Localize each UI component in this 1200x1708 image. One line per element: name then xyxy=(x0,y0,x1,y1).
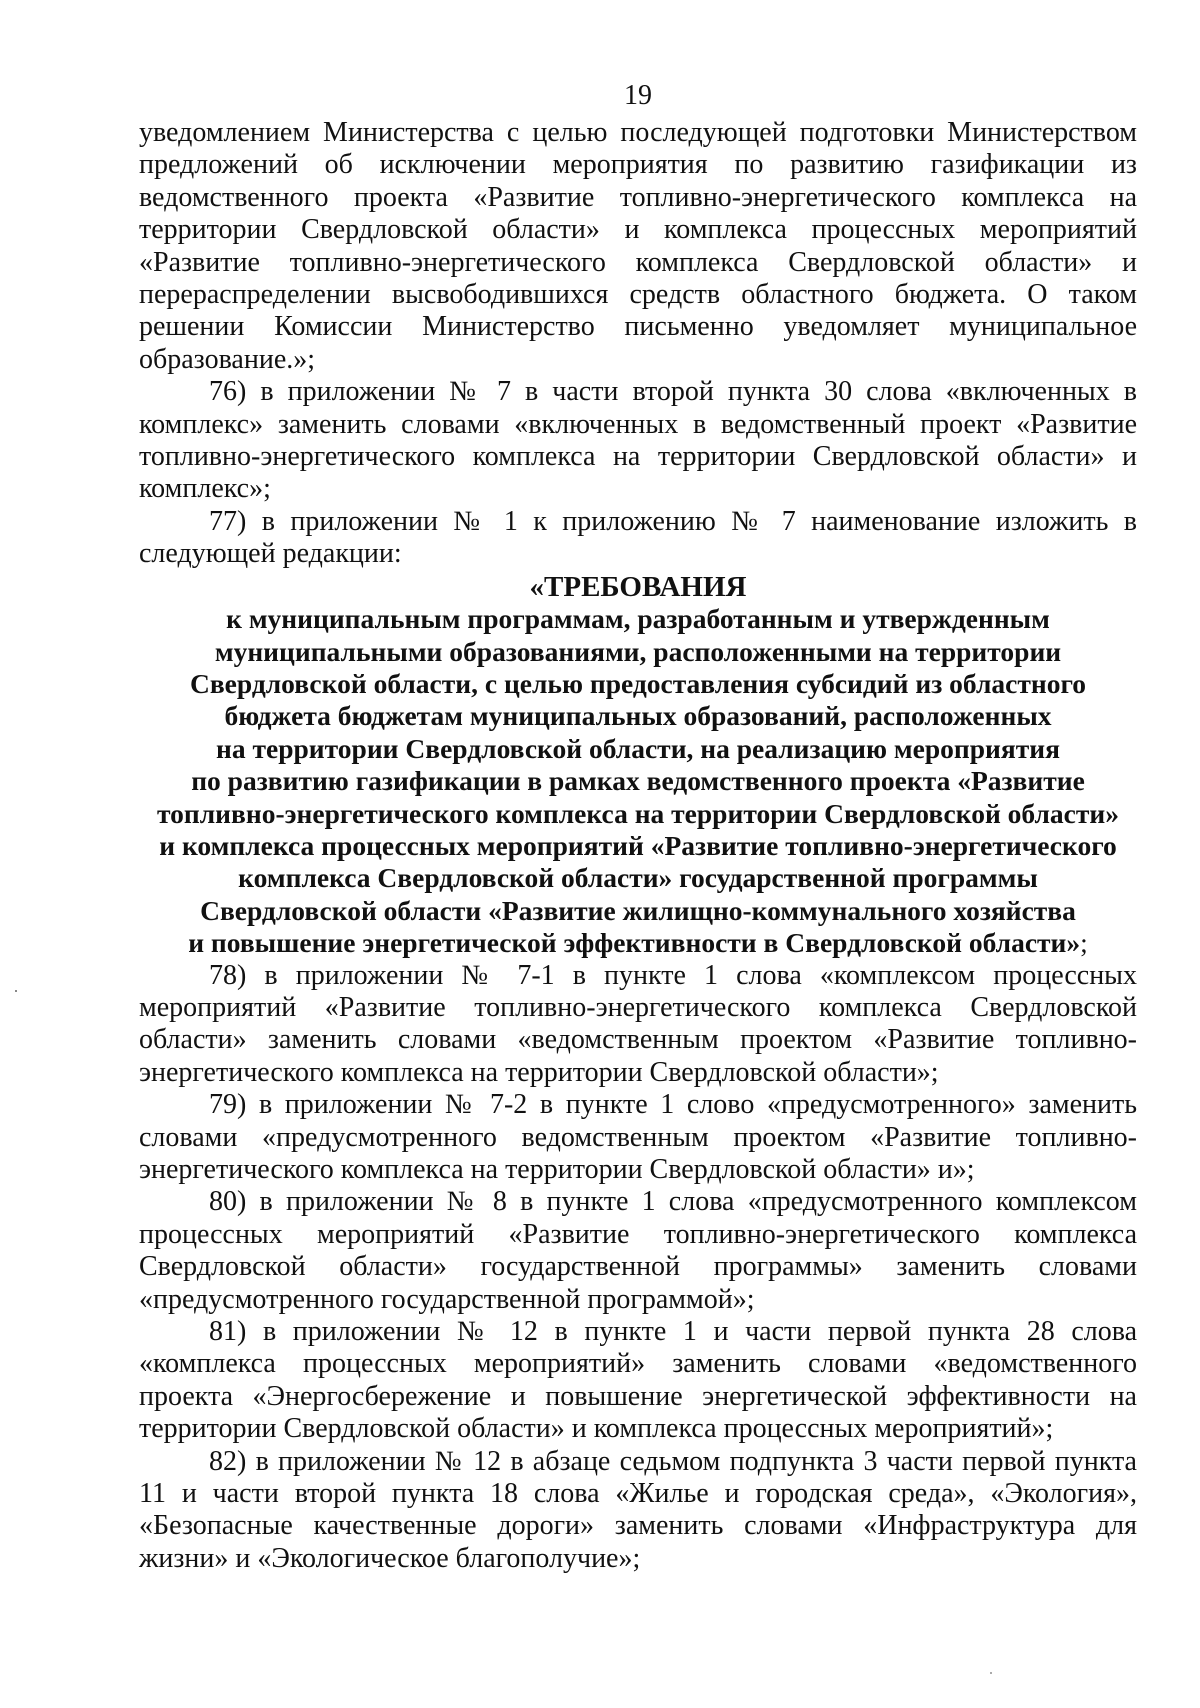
heading-line: Свердловской области, с целью предоставления субсидий из областного xyxy=(189,667,1087,699)
heading-line: бюджета бюджетам муниципальных образований, расположенных xyxy=(224,700,1052,732)
scan-speck xyxy=(15,990,17,992)
paragraph-continuation: уведомлением Министерства с целью последующей подготовки Министерством предложений об исключении мероприятия по развитию газификации из ведомственного проекта «Развитие топливно-энергетического комплекса на территории Свердловской области» и комплекса процессных мероприятий «Развитие топливно-энергетического комплекса Свердловской области» и перераспределении высвободившихся средств областного бюджета. О таком решении Комиссии Министерство письменно уведомляет муниципальное образование.»; xyxy=(139,117,1137,375)
paragraph-item-80: 80) в приложении № 8 в пункте 1 слова «предусмотренного комплексом процессных мероприятий «Развитие топливно-энергетического комплекса Свердловской области» государственной программы» заменить словами «предусмотренного государственной программой»; xyxy=(139,1186,1137,1315)
document-body xyxy=(139,117,1137,1575)
paragraph-item-77: 77) в приложении № 1 к приложению № 7 наименование изложить в следующей редакции: xyxy=(139,505,1137,570)
requirements-heading xyxy=(139,571,1137,960)
heading-line: и комплекса процессных мероприятий «Развитие топливно-энергетического xyxy=(159,829,1117,861)
heading-title: «ТРЕБОВАНИЯ xyxy=(529,570,747,603)
heading-line: комплекса Свердловской области» государственной программы xyxy=(238,862,1038,894)
heading-line: муниципальными образованиями, расположенными на территории xyxy=(214,635,1062,667)
heading-line: топливно-энергетического комплекса на территории Свердловской области» xyxy=(157,797,1119,829)
heading-line: по развитию газификации в рамках ведомственного проекта «Развитие xyxy=(191,765,1085,797)
paragraph-item-82: 82) в приложении № 12 в абзаце седьмом подпункта 3 части первой пункта 11 и части второй пункта 18 слова «Жилье и городская среда», «Экология», «Безопасные качественные дороги» заменить словами «Инфраструктура для жизни» и «Экологическое благополучие»; xyxy=(139,1445,1137,1574)
paragraph-item-81: 81) в приложении № 12 в пункте 1 и части первой пункта 28 слова «комплекса процессных мероприятий» заменить словами «ведомственного проекта «Энергосбережение и повышение энергетической эффективности на территории Свердловской области» и комплекса процессных мероприятий»; xyxy=(139,1316,1137,1445)
paragraph-item-79: 79) в приложении № 7-2 в пункте 1 слово «предусмотренного» заменить словами «предусмотренного ведомственным проектом «Развитие топливно-энергетического комплекса на территории Свердловской области» и»; xyxy=(139,1089,1137,1185)
heading-line: Свердловской области «Развитие жилищно-коммунального хозяйства xyxy=(200,894,1076,926)
heading-line-text: и повышение энергетической эффективности в Свердловской области» xyxy=(188,927,1081,959)
heading-tail-punctuation: ; xyxy=(1080,927,1088,959)
paragraph-item-76: 76) в приложении № 7 в части второй пункта 30 слова «включенных в комплекс» заменить словами «включенных в ведомственный проект «Развитие топливно-энергетического комплекса на территории Свердловской области» и комплекс»; xyxy=(139,376,1137,505)
document-page xyxy=(139,0,1137,1708)
heading-line: на территории Свердловской области, на реализацию мероприятия xyxy=(216,732,1060,764)
page-number: 19 xyxy=(624,80,652,111)
paragraph-item-78: 78) в приложении № 7-1 в пункте 1 слова «комплексом процессных мероприятий «Развитие топливно-энергетического комплекса Свердловской области» заменить словами «ведомственным проектом «Развитие топливно-энергетического комплекса на территории Свердловской области»; xyxy=(139,959,1137,1088)
heading-line: к муниципальным программам, разработанным и утвержденным xyxy=(226,603,1050,635)
heading-line-last xyxy=(139,927,1137,959)
scan-speck xyxy=(990,1672,992,1674)
